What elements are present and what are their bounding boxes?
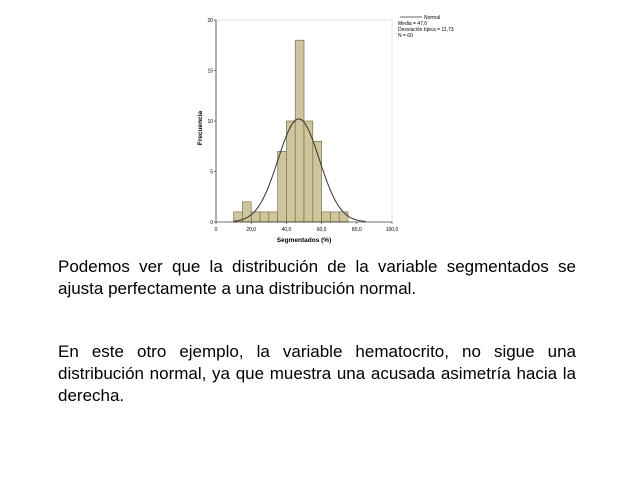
- histogram-bar: [339, 212, 348, 222]
- x-tick-label: 60,0: [316, 227, 327, 233]
- y-axis-label: Frecuencia: [197, 110, 204, 146]
- histogram-bar: [260, 212, 269, 222]
- y-tick-label: 15: [207, 68, 213, 75]
- legend-mean: Media = 47,0: [398, 21, 428, 27]
- x-tick-label: 20,0: [246, 227, 257, 233]
- histogram-bar: [286, 121, 295, 222]
- y-tick-label: 0: [210, 220, 213, 226]
- x-axis-label: Segmentados (%): [276, 237, 332, 244]
- x-tick-label: 100,0: [385, 227, 399, 233]
- y-tick-label: 20: [207, 18, 213, 24]
- histogram-bar: [322, 212, 331, 222]
- paragraph-hematocrito: En este otro ejemplo, la variable hematocrito, no sigue una distribución normal, ya que muestra una acusada asimetría hacia la derecha.: [58, 342, 576, 405]
- legend-std-dev: Desviación típica = 11,73: [398, 27, 454, 33]
- y-tick-label: 5: [210, 169, 213, 176]
- legend-n: N = 60: [398, 33, 413, 39]
- x-tick-label: 80,0: [351, 227, 362, 233]
- histogram-bar: [295, 40, 304, 222]
- histogram-bar: [269, 212, 278, 222]
- histogram-chart: [190, 14, 472, 248]
- histogram-bar: [330, 212, 339, 222]
- paragraph-segmentados: Podemos ver que la distribución de la variable segmentados se ajusta perfectamente a una distribución normal.: [58, 257, 576, 298]
- x-tick-label: 0: [214, 227, 218, 233]
- y-tick-label: 10: [207, 119, 213, 125]
- histogram-bar: [278, 151, 287, 222]
- x-tick-label: 40,0: [281, 227, 292, 233]
- legend-normal-label: Normal: [424, 15, 441, 21]
